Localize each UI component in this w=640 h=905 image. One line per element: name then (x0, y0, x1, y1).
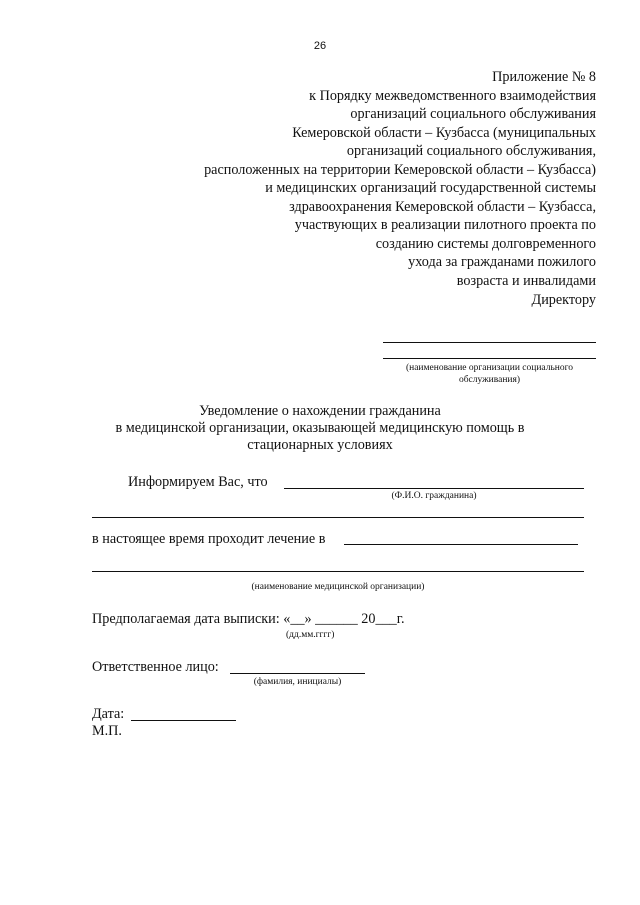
citizen-name-note: (Ф.И.О. гражданина) (391, 491, 477, 501)
title-line: в медицинской организации, оказывающей медицинскую помощь в (115, 420, 525, 436)
addressee-fill-line-2[interactable] (383, 358, 596, 359)
med-org-field-continued[interactable] (92, 571, 584, 572)
responsible-label: Ответственное лицо: (92, 659, 219, 675)
appendix-line: и медицинских организаций государственной системы (265, 180, 596, 196)
citizen-name-field-continued[interactable] (92, 517, 584, 518)
appendix-line: организаций социального обслуживания (350, 106, 596, 122)
date-field[interactable] (131, 720, 236, 721)
appendix-line: организаций социального обслуживания, (346, 143, 596, 159)
appendix-line: возраста и инвалидами (456, 272, 596, 289)
appendix-line: ухода за гражданами пожилого (408, 254, 596, 270)
responsible-note: (фамилия, инициалы) (253, 677, 342, 687)
appendix-line: к Порядку межведомственного взаимодействия (309, 87, 596, 104)
responsible-field[interactable] (230, 673, 365, 674)
citizen-name-field[interactable] (284, 488, 584, 489)
page-number: 26 (313, 40, 327, 52)
discharge-date-label[interactable]: Предполагаемая дата выписки: «__» ______ 20___г. (92, 611, 405, 627)
appendix-line: участвующих в реализации пилотного проекта по (294, 217, 596, 233)
stamp-label: М.П. (92, 723, 122, 739)
appendix-line: здравоохранения Кемеровской области – Кузбасса, (289, 198, 596, 215)
appendix-line: Приложение № 8 (492, 69, 596, 85)
addressee-director: Директору (531, 292, 596, 308)
document-title (0, 403, 640, 454)
inform-label: Информируем Вас, что (128, 474, 268, 490)
med-org-note: (наименование медицинской организации) (251, 582, 425, 592)
addressee-fill-line-1[interactable] (383, 342, 596, 343)
appendix-line: созданию системы долговременного (375, 235, 596, 252)
appendix-header (204, 68, 596, 290)
treatment-label: в настоящее время проходит лечение в (92, 531, 326, 547)
date-format-note: (дд.мм.гггг) (286, 630, 335, 640)
med-org-field[interactable] (344, 544, 578, 545)
appendix-line: расположенных на территории Кемеровской области – Кузбасса) (204, 161, 596, 178)
appendix-line: Кемеровской области – Кузбасса (муниципальных (292, 124, 596, 141)
addressee-org-note: (наименование организации социального обслуживания) (405, 363, 574, 385)
title-line: Уведомление о нахождении гражданина (199, 403, 441, 419)
date-label: Дата: (92, 706, 125, 722)
title-line: стационарных условиях (247, 437, 393, 453)
